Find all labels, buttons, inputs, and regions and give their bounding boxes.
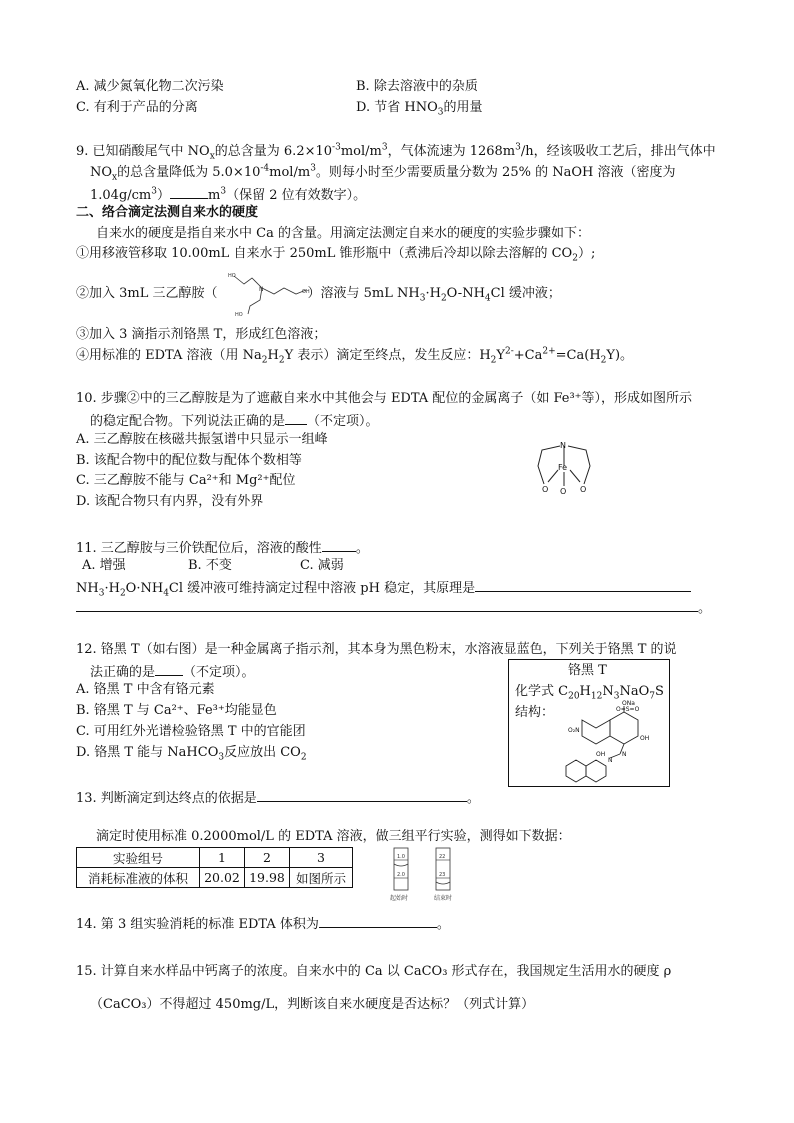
q8-option-d: D. 节省 $HNO_3$的用量	[356, 100, 483, 118]
q15-line-1: 15. 计算自来水样品中钙离子的浓度。自来水中的 Ca 以 CaCO₃ 形式存在，我国规定生活用水的硬度 ρ	[76, 964, 672, 979]
q10-line-2: 的稳定配合物。下列说法正确的是 （不定项）。	[90, 410, 379, 431]
tea-atom-ho-2: HO	[235, 312, 243, 318]
step-4: ④用标准的 EDTA 溶液（用 $Na_2H_2Y$ 表示）滴定至终点，发生反应：$H_2Y^{2-}+Ca^{2+}=Ca(H_2Y)$。	[76, 346, 634, 366]
q10-option-b: B. 该配合物中的配位数与配体个数相等	[76, 453, 302, 468]
ebt-atom-n-2: N	[608, 757, 613, 764]
burette-tick-1: 1.0	[397, 854, 405, 860]
table-cell: 20.02	[200, 868, 245, 888]
step-3: ③加入 3 滴指示剂铬黑 T，形成红色溶液；	[76, 327, 327, 342]
table-row	[77, 868, 353, 888]
step-2: ②加入 3mL 三乙醇胺（ ）溶液与 5mL $NH_3\cdot H_2O-NH_4Cl$ 缓冲液；	[76, 286, 561, 304]
q11-option-c: C. 减弱	[300, 558, 344, 573]
q8-option-c: C. 有利于产品的分离	[76, 100, 198, 115]
ebt-structure-label: 结构：	[515, 705, 555, 720]
q10-option-d: D. 该配合物只有内界，没有外界	[76, 494, 264, 509]
q12-option-a: A. 铬黑 T 中含有铬元素	[76, 682, 215, 697]
ebt-atom-n-1: N	[622, 751, 627, 758]
fe-complex-atom-o-right: O	[580, 485, 587, 494]
q11-line-1: 11. 三乙醇胺与三价铁配位后，溶液的酸性 。	[76, 537, 369, 558]
q10-option-c: C. 三乙醇胺不能与 Ca²⁺和 Mg²⁺配位	[76, 473, 296, 488]
ebt-atom-so2: O=S=O	[616, 706, 640, 713]
q12-option-b: B. 铬黑 T 与 Ca²⁺、Fe³⁺均能显色	[76, 703, 277, 718]
q14-answer-blank[interactable]	[319, 913, 437, 928]
table-header-cell: 2	[245, 848, 290, 868]
burette-label-end: 结束时	[434, 895, 453, 902]
burette-tick-4: 23	[439, 872, 446, 878]
ebt-box-title: 铬黑 T	[568, 663, 607, 678]
q9-line-1: 9. 已知硝酸尾气中 $NO_x$的总含量为 $6.2\times 10^{-3}mol/m^3$，气体流速为 $1268m^3/h$，经该吸收工艺后，排出气体中	[76, 142, 716, 162]
step-1: ①用移液管移取 10.00mL 自来水于 250mL 锥形瓶中（煮沸后冷却以除去溶解的 $CO_2$）;	[76, 246, 596, 264]
table-cell: 19.98	[245, 868, 290, 888]
q11-principle-blank[interactable]	[475, 577, 691, 592]
triethanolamine-structure	[222, 268, 314, 318]
q15-line-2: （CaCO₃）不得超过 450mg/L，判断该自来水硬度是否达标？（列式计算）	[90, 997, 535, 1012]
ebt-atom-ona: ONa	[622, 700, 635, 707]
burette-tick-2: 2.0	[397, 872, 405, 878]
fe-complex-atom-o-left: O	[542, 485, 549, 494]
q11-line-3: $NH_3\cdot H_2O\cdot NH_4Cl$ 缓冲液可维持滴定过程中溶液 pH 稳定，其原理是	[76, 577, 691, 598]
fe-complex-atom-n: N	[560, 441, 566, 450]
section-2-intro: 自来水的硬度是指自来水中 Ca 的含量。用滴定法测定自来水的硬度的实验步骤如下：	[96, 226, 590, 241]
q11-answer-blank[interactable]	[322, 537, 356, 552]
q8-option-b: B. 除去溶液中的杂质	[356, 79, 478, 94]
fe-complex-atom-o-mid: O	[560, 487, 567, 496]
q13-line-1: 13. 判断滴定到达终点的依据是 。	[76, 787, 480, 808]
titration-intro: 滴定时使用标准 0.2000mol/L 的 EDTA 溶液，做三组平行实验，测得如下数据：	[96, 829, 571, 844]
q8-option-a: A. 减少氮氧化物二次污染	[76, 79, 224, 94]
q10-answer-blank[interactable]	[285, 410, 307, 425]
q11-option-a: A. 增强	[82, 558, 126, 573]
table-cell: 如图所示	[290, 868, 353, 888]
q11-line-4: 。	[76, 597, 711, 618]
table-row	[77, 848, 353, 868]
q12-option-c: C. 可用红外光谱检验铬黑 T 中的官能团	[76, 724, 306, 739]
burette-readings-figure	[388, 846, 468, 902]
tea-atom-n: N	[259, 286, 264, 293]
q11-option-b: B. 不变	[188, 558, 232, 573]
q12-line-1: 12. 铬黑 T（如右图）是一种金属离子指示剂，其本身为黑色粉末，水溶液显蓝色，下列关于铬黑 T 的说	[76, 642, 677, 657]
section-2-title: 二、络合滴定法测自来水的硬度	[76, 205, 259, 220]
tea-atom-ho: HO	[228, 273, 236, 279]
table-header-cell: 3	[290, 848, 353, 868]
q9-line-3: $1.04g/cm^3$） $m^3$（保留 2 位有效数字）。	[90, 184, 366, 205]
fe-complex-structure	[530, 436, 604, 500]
titration-table	[76, 847, 353, 888]
ebt-atom-oh-1: OH	[640, 735, 650, 742]
q12-option-d: D. 铬黑 T 能与 NaHCO$_3$反应放出 $CO_2$	[76, 745, 307, 763]
table-header-cell: 1	[200, 848, 245, 868]
ebt-formula: 化学式 $C_{20}H_{12}N_3NaO_7S$	[515, 684, 664, 702]
burette-tick-3: 22	[439, 854, 446, 860]
q9-line-2: $NO_x$的总含量降低为 $5.0\times 10^{-4}mol/m^3$。则每小时至少需要质量分数为 25% 的 NaOH 溶液（密度为	[90, 163, 676, 183]
table-cell: 消耗标准液的体积	[77, 868, 200, 888]
q10-option-a: A. 三乙醇胺在核磁共振氢谱中只显示一组峰	[76, 432, 328, 447]
tea-atom-oh: OH	[302, 289, 310, 295]
fe-complex-atom-fe: Fe	[558, 463, 568, 472]
q13-answer-blank[interactable]	[257, 787, 467, 802]
q11-principle-blank-2[interactable]	[76, 597, 698, 612]
q14-line-1: 14. 第 3 组实验消耗的标准 EDTA 体积为 。	[76, 913, 450, 934]
q9-answer-blank[interactable]	[170, 184, 208, 199]
ebt-atom-oh-2: OH	[596, 751, 606, 758]
ebt-atom-no2: O₂N	[568, 727, 580, 734]
table-header-cell: 实验组号	[77, 848, 200, 868]
ebt-structure	[570, 700, 666, 782]
q12-line-2: 法正确的是 （不定项）。	[90, 661, 255, 682]
burette-label-start: 起始时	[390, 895, 409, 902]
q12-answer-blank[interactable]	[155, 661, 183, 676]
q10-line-1: 10. 步骤②中的三乙醇胺是为了遮蔽自来水中其他会与 EDTA 配位的金属离子（如 Fe³⁺等），形成如图所示	[76, 391, 693, 406]
